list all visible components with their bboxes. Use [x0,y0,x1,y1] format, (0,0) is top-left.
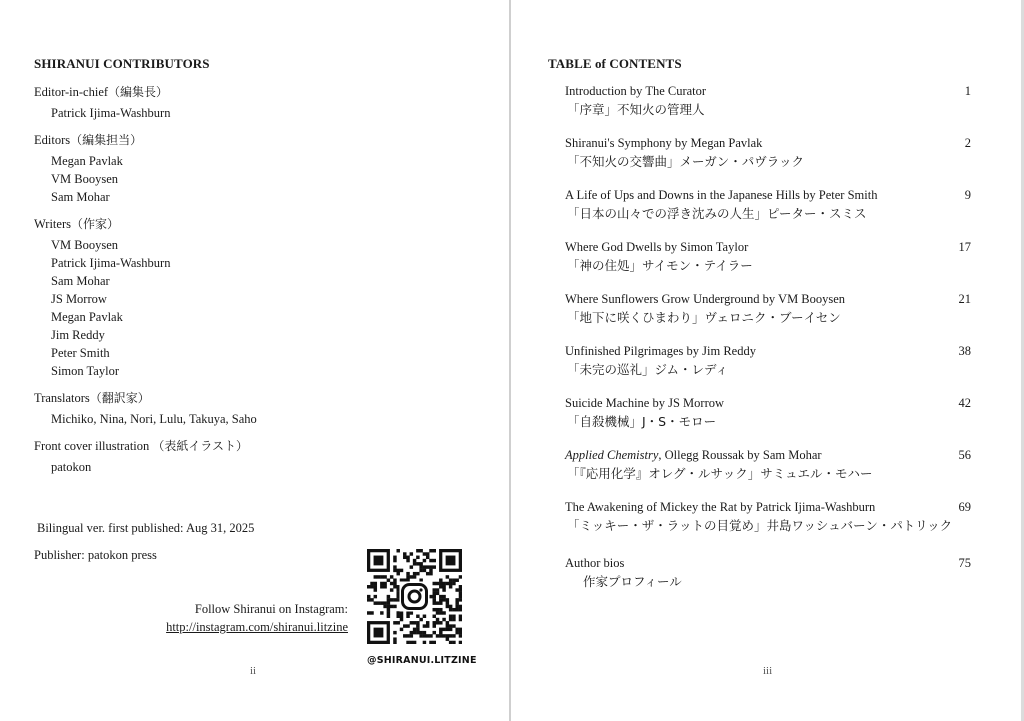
toc-title-jp: 「日本の山々での浮き沈みの人生」ピーター・スミス [567,206,867,221]
contributor-name: JS Morrow [51,292,107,306]
toc-title-jp: 「不知火の交響曲」メーガン・パヴラック [567,154,805,169]
role-label: Translators（翻訳家） [34,391,150,405]
toc-entry[interactable] [565,343,971,395]
toc-page-number: 56 [958,448,971,462]
role-label: Editor-in-chief（編集長） [34,85,169,99]
toc-title: A Life of Ups and Downs in the Japanese Hills by Peter Smith [565,188,878,202]
toc-page-number: 75 [958,556,971,570]
toc-heading: TABLE of CONTENTS [548,56,682,71]
contributor-group-cover-illustration [34,437,257,476]
contributor-name: Patrick Ijima-Washburn [51,106,171,120]
toc-title-jp: 「未完の巡礼」ジム・レディ [567,362,729,377]
contributor-name: Jim Reddy [51,328,105,342]
toc-title: Introduction by The Curator [565,84,707,98]
contributor-group-editor-in-chief [34,83,257,122]
toc-entry[interactable] [565,239,971,291]
instagram-follow [88,600,348,636]
toc-entry[interactable] [565,135,971,187]
toc-page-number: 38 [958,344,971,358]
toc-title-jp: 「神の住処」サイモン・テイラー [567,258,753,273]
toc-entry[interactable] [565,395,971,447]
name-list [34,104,257,122]
toc-entry[interactable] [565,187,971,239]
contributors-list [34,83,257,485]
toc-title-jp: 「地下に咲くひまわり」ヴェロニク・ブーイセン [567,310,841,325]
page-number-left: ii [250,665,257,677]
toc-title: Shiranui's Symphony by Megan Pavlak [565,136,763,150]
contributor-group-translators [34,389,257,428]
contributor-name: Megan Pavlak [51,310,123,324]
toc-entry[interactable] [565,83,971,135]
toc-title [565,447,971,463]
contributor-name: Michiko, Nina, Nori, Lulu, Takuya, Saho [51,412,257,426]
left-page [0,0,509,721]
toc-title-jp: 作家プロフィール [583,574,682,589]
page-number-right: iii [763,665,773,677]
toc-page-number: 2 [964,136,971,150]
toc-title-jp: 「『応用化学』オレグ・ルサック」サミュエル・モハー [567,466,873,481]
contributors-heading: SHIRANUI CONTRIBUTORS [34,56,210,71]
toc-entry[interactable] [565,499,971,555]
role-label: Editors（編集担当） [34,133,143,147]
toc-title-italic: Applied Chemistry [565,448,659,462]
toc-page-number: 1 [964,84,971,98]
toc-title: The Awakening of Mickey the Rat by Patrick Ijima-Washburn [565,500,876,514]
toc-page-number: 21 [958,292,971,306]
publication-date: Bilingual ver. first published: Aug 31, 2025 [37,521,255,535]
toc-page-number: 9 [964,188,971,202]
contributor-name: Peter Smith [51,346,110,360]
toc-entry[interactable] [565,555,971,607]
toc-entry[interactable] [565,291,971,343]
toc-page-number: 69 [958,500,971,514]
contributor-name: Simon Taylor [51,364,119,378]
qr-code-icon [367,549,462,644]
contributor-name: Sam Mohar [51,190,110,204]
toc-page-number: 42 [958,396,971,410]
table-of-contents [565,83,971,607]
name-list [34,152,257,206]
name-list [34,458,257,476]
contributor-name: Sam Mohar [51,274,110,288]
toc-title-jp: 「ミッキー・ザ・ラットの目覚め」井島ワッシュバーン・パトリック [567,518,953,533]
role-label: Front cover illustration （表紙イラスト） [34,439,249,453]
contributor-name: Megan Pavlak [51,154,123,168]
contributor-name: VM Booysen [51,238,119,252]
name-list [34,410,257,428]
contributor-group-editors [34,131,257,206]
contributor-name: VM Booysen [51,172,119,186]
toc-title: Author bios [565,556,625,570]
toc-entry[interactable] [565,447,971,499]
toc-page-number: 17 [958,240,971,254]
toc-title: Where Sunflowers Grow Underground by VM Booysen [565,292,846,306]
publisher: Publisher: patokon press [34,548,157,562]
toc-title: Suicide Machine by JS Morrow [565,396,725,410]
role-label: Writers（作家） [34,217,119,231]
contributor-name: patokon [51,460,92,474]
toc-title: Where God Dwells by Simon Taylor [565,240,749,254]
follow-text: Follow Shiranui on Instagram: [194,602,348,616]
instagram-handle: @SHIRANUI.LITZINE [367,655,477,666]
toc-title-rest: , Ollegg Roussak by Sam Mohar [658,448,822,462]
right-page [511,0,1021,721]
toc-title: Unfinished Pilgrimages by Jim Reddy [565,344,756,358]
name-list [34,236,257,380]
instagram-link[interactable]: http://instagram.com/shiranui.litzine [166,620,348,634]
contributor-name: Patrick Ijima-Washburn [51,256,171,270]
toc-title-jp: 「自殺機械」J・S・モロー [567,414,717,429]
toc-title-jp: 「序章」不知火の管理人 [567,102,705,117]
contributor-group-writers [34,215,257,380]
